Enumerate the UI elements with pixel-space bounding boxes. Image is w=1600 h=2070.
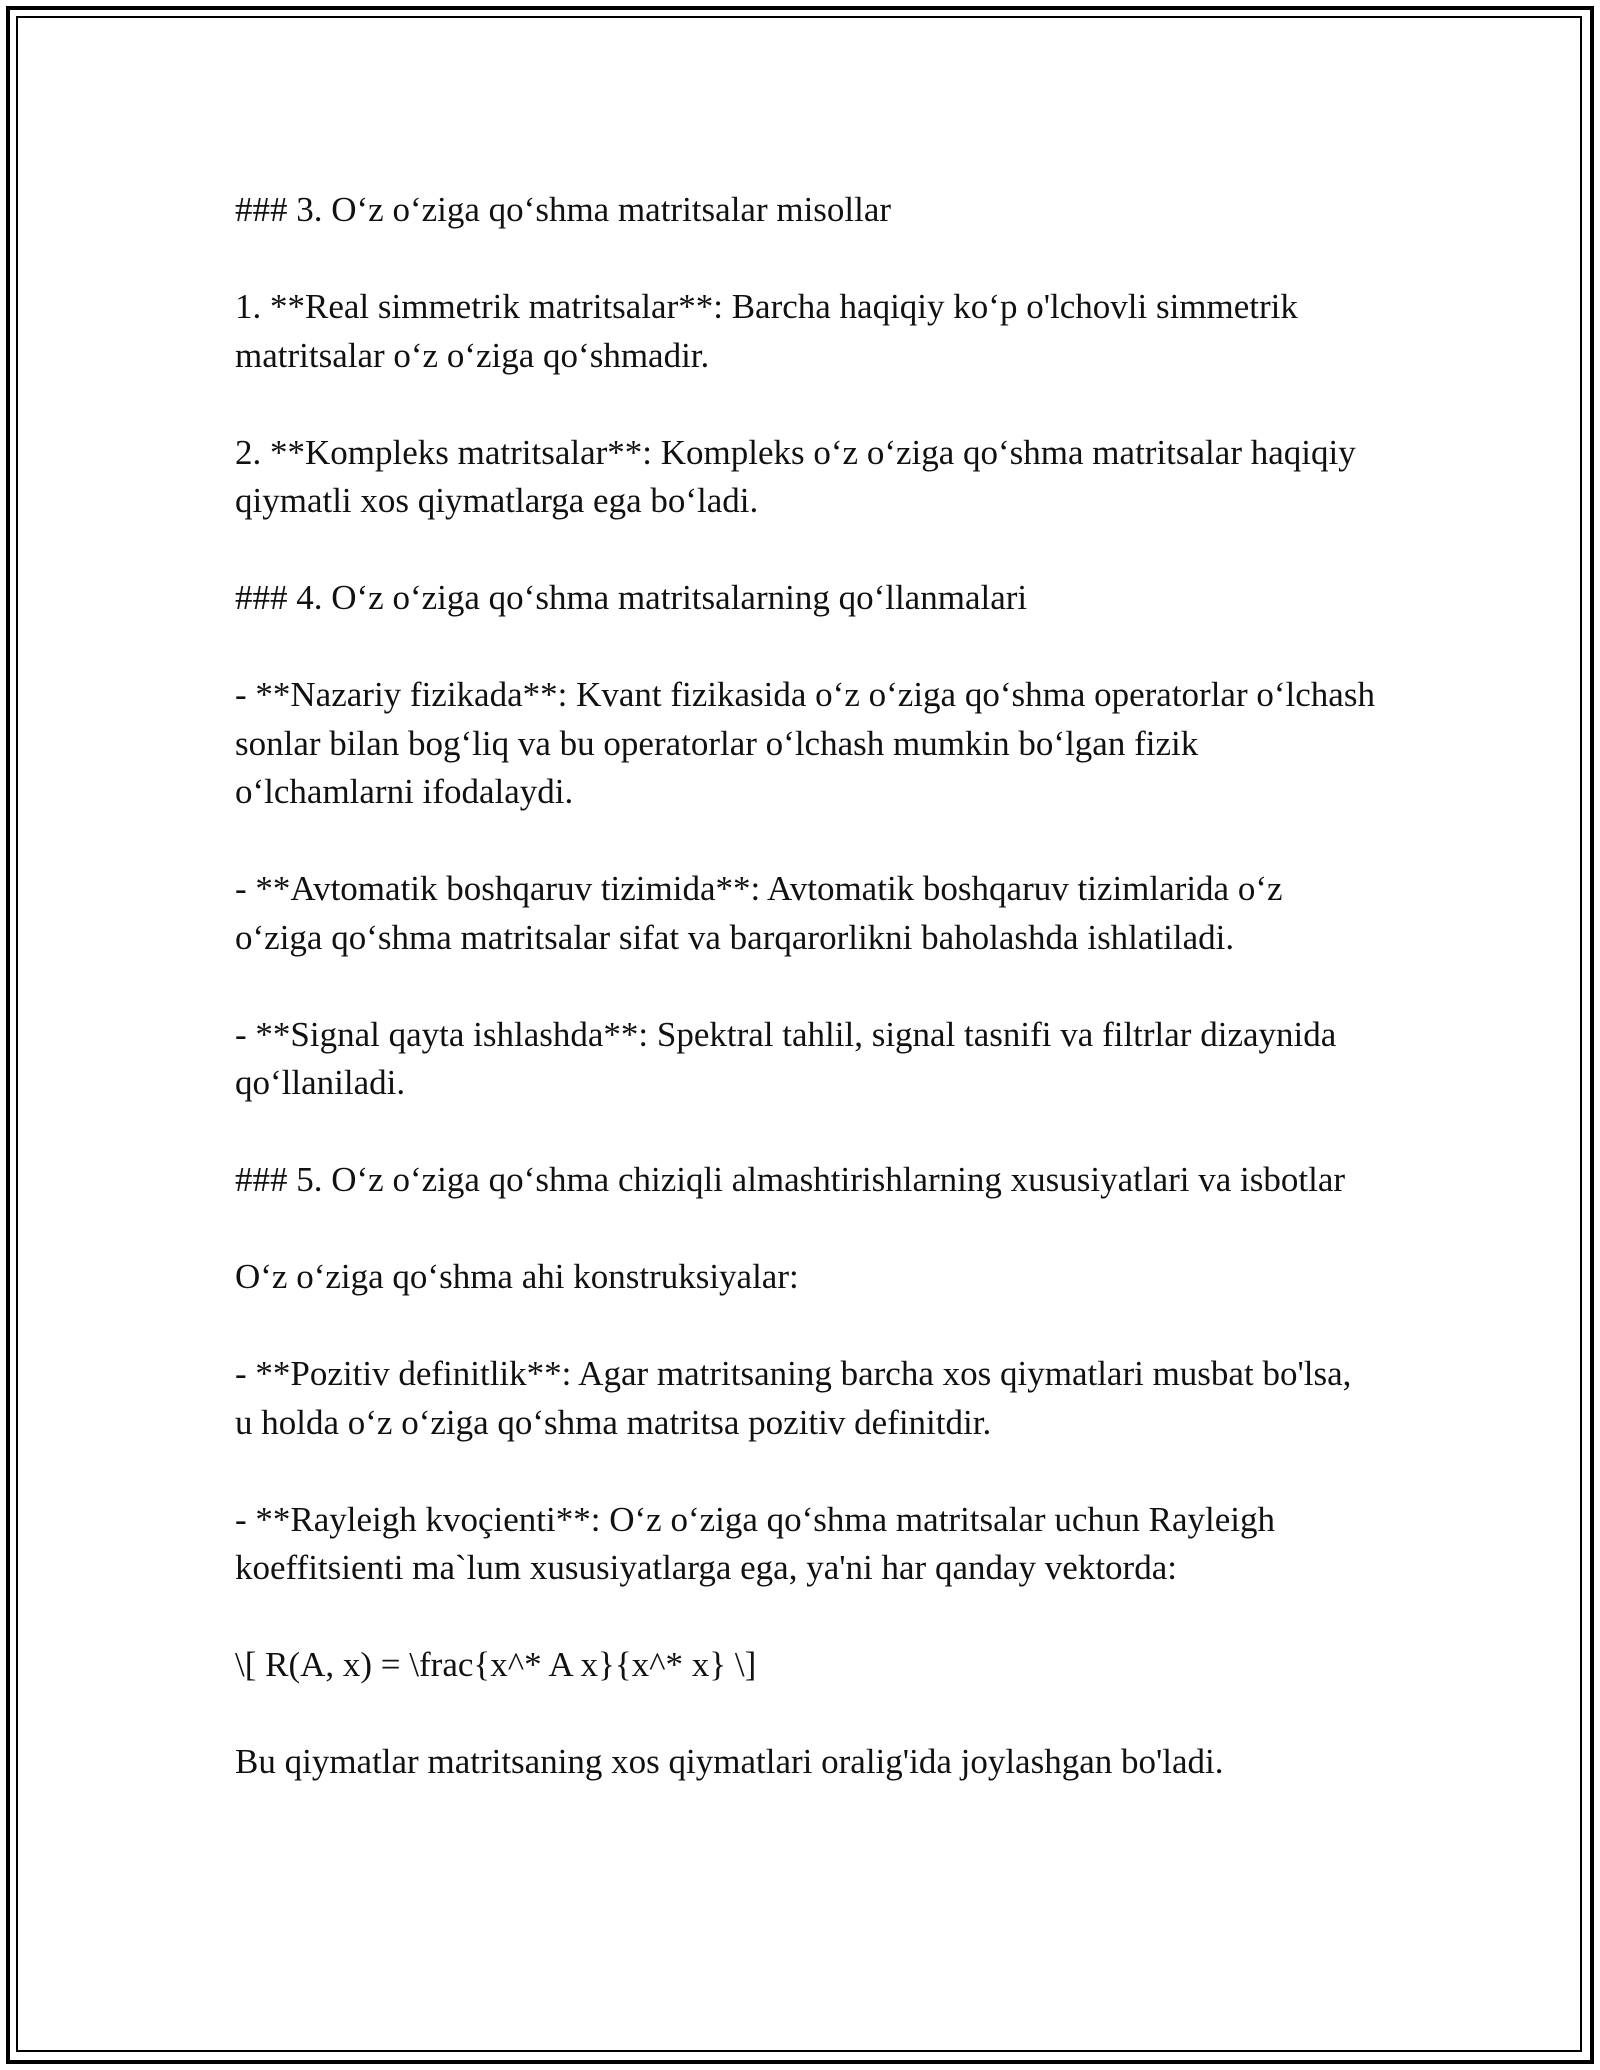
bullet-theoretical-physics: - **Nazariy fizikada**: Kvant fizikasida o‘z o‘ziga qo‘shma operatorlar o‘lchash sonlar bilan bog‘liq va bu operatorlar o‘lchash mumkin bo‘lgan fizik o‘lchamlarni ifodalaydi. [235,675,1375,811]
document-body [235,186,1375,1787]
bullet-signal-processing: - **Signal qayta ishlashda**: Spektral tahlil, signal tasnifi va filtrlar dizaynida qo‘llaniladi. [235,1014,1337,1102]
rayleigh-formula: \[ R(A, x) = \frac{x^* A x}{x^* x} \] [235,1645,757,1684]
bullet-rayleigh-quotient: - **Rayleigh kvoçienti**: O‘z o‘ziga qo‘shma matritsalar uchun Rayleigh koeffitsienti ma`lum xususiyatlarga ega, ya'ni har qanday vektorda: [235,1499,1275,1587]
section-heading-5: ### 5. O‘z o‘ziga qo‘shma chiziqli almashtirishlarning xususiyatlari va isbotlar [235,1160,1346,1199]
bullet-automatic-control: - **Avtomatik boshqaruv tizimida**: Avtomatik boshqaruv tizimlarida o‘z o‘ziga qo‘shma matritsalar sifat va barqarorlikni baholashda ishlatiladi. [235,869,1283,957]
section-5-intro: O‘z o‘ziga qo‘shma ahi konstruksiyalar: [235,1257,799,1296]
list-item-real-symmetric: 1. **Real simmetrik matritsalar**: Barcha haqiqiy ko‘p o'lchovli simmetrik matritsalar o‘z o‘ziga qo‘shmadir. [235,287,1298,375]
section-heading-4: ### 4. O‘z o‘ziga qo‘shma matritsalarning qo‘llanmalari [235,578,1028,617]
bullet-positive-definite: - **Pozitiv definitlik**: Agar matritsaning barcha xos qiymatlari musbat bo'lsa, u holda o‘z o‘ziga qo‘shma matritsa pozitiv definitdir. [235,1354,1352,1442]
list-item-complex: 2. **Kompleks matritsalar**: Kompleks o‘z o‘ziga qo‘shma matritsalar haqiqiy qiymatli xos qiymatlarga ega bo‘ladi. [235,432,1356,520]
section-heading-3: ### 3. O‘z o‘ziga qo‘shma matritsalar misollar [235,190,892,229]
conclusion-text: Bu qiymatlar matritsaning xos qiymatlari oralig'ida joylashgan bo'ladi. [235,1742,1224,1781]
